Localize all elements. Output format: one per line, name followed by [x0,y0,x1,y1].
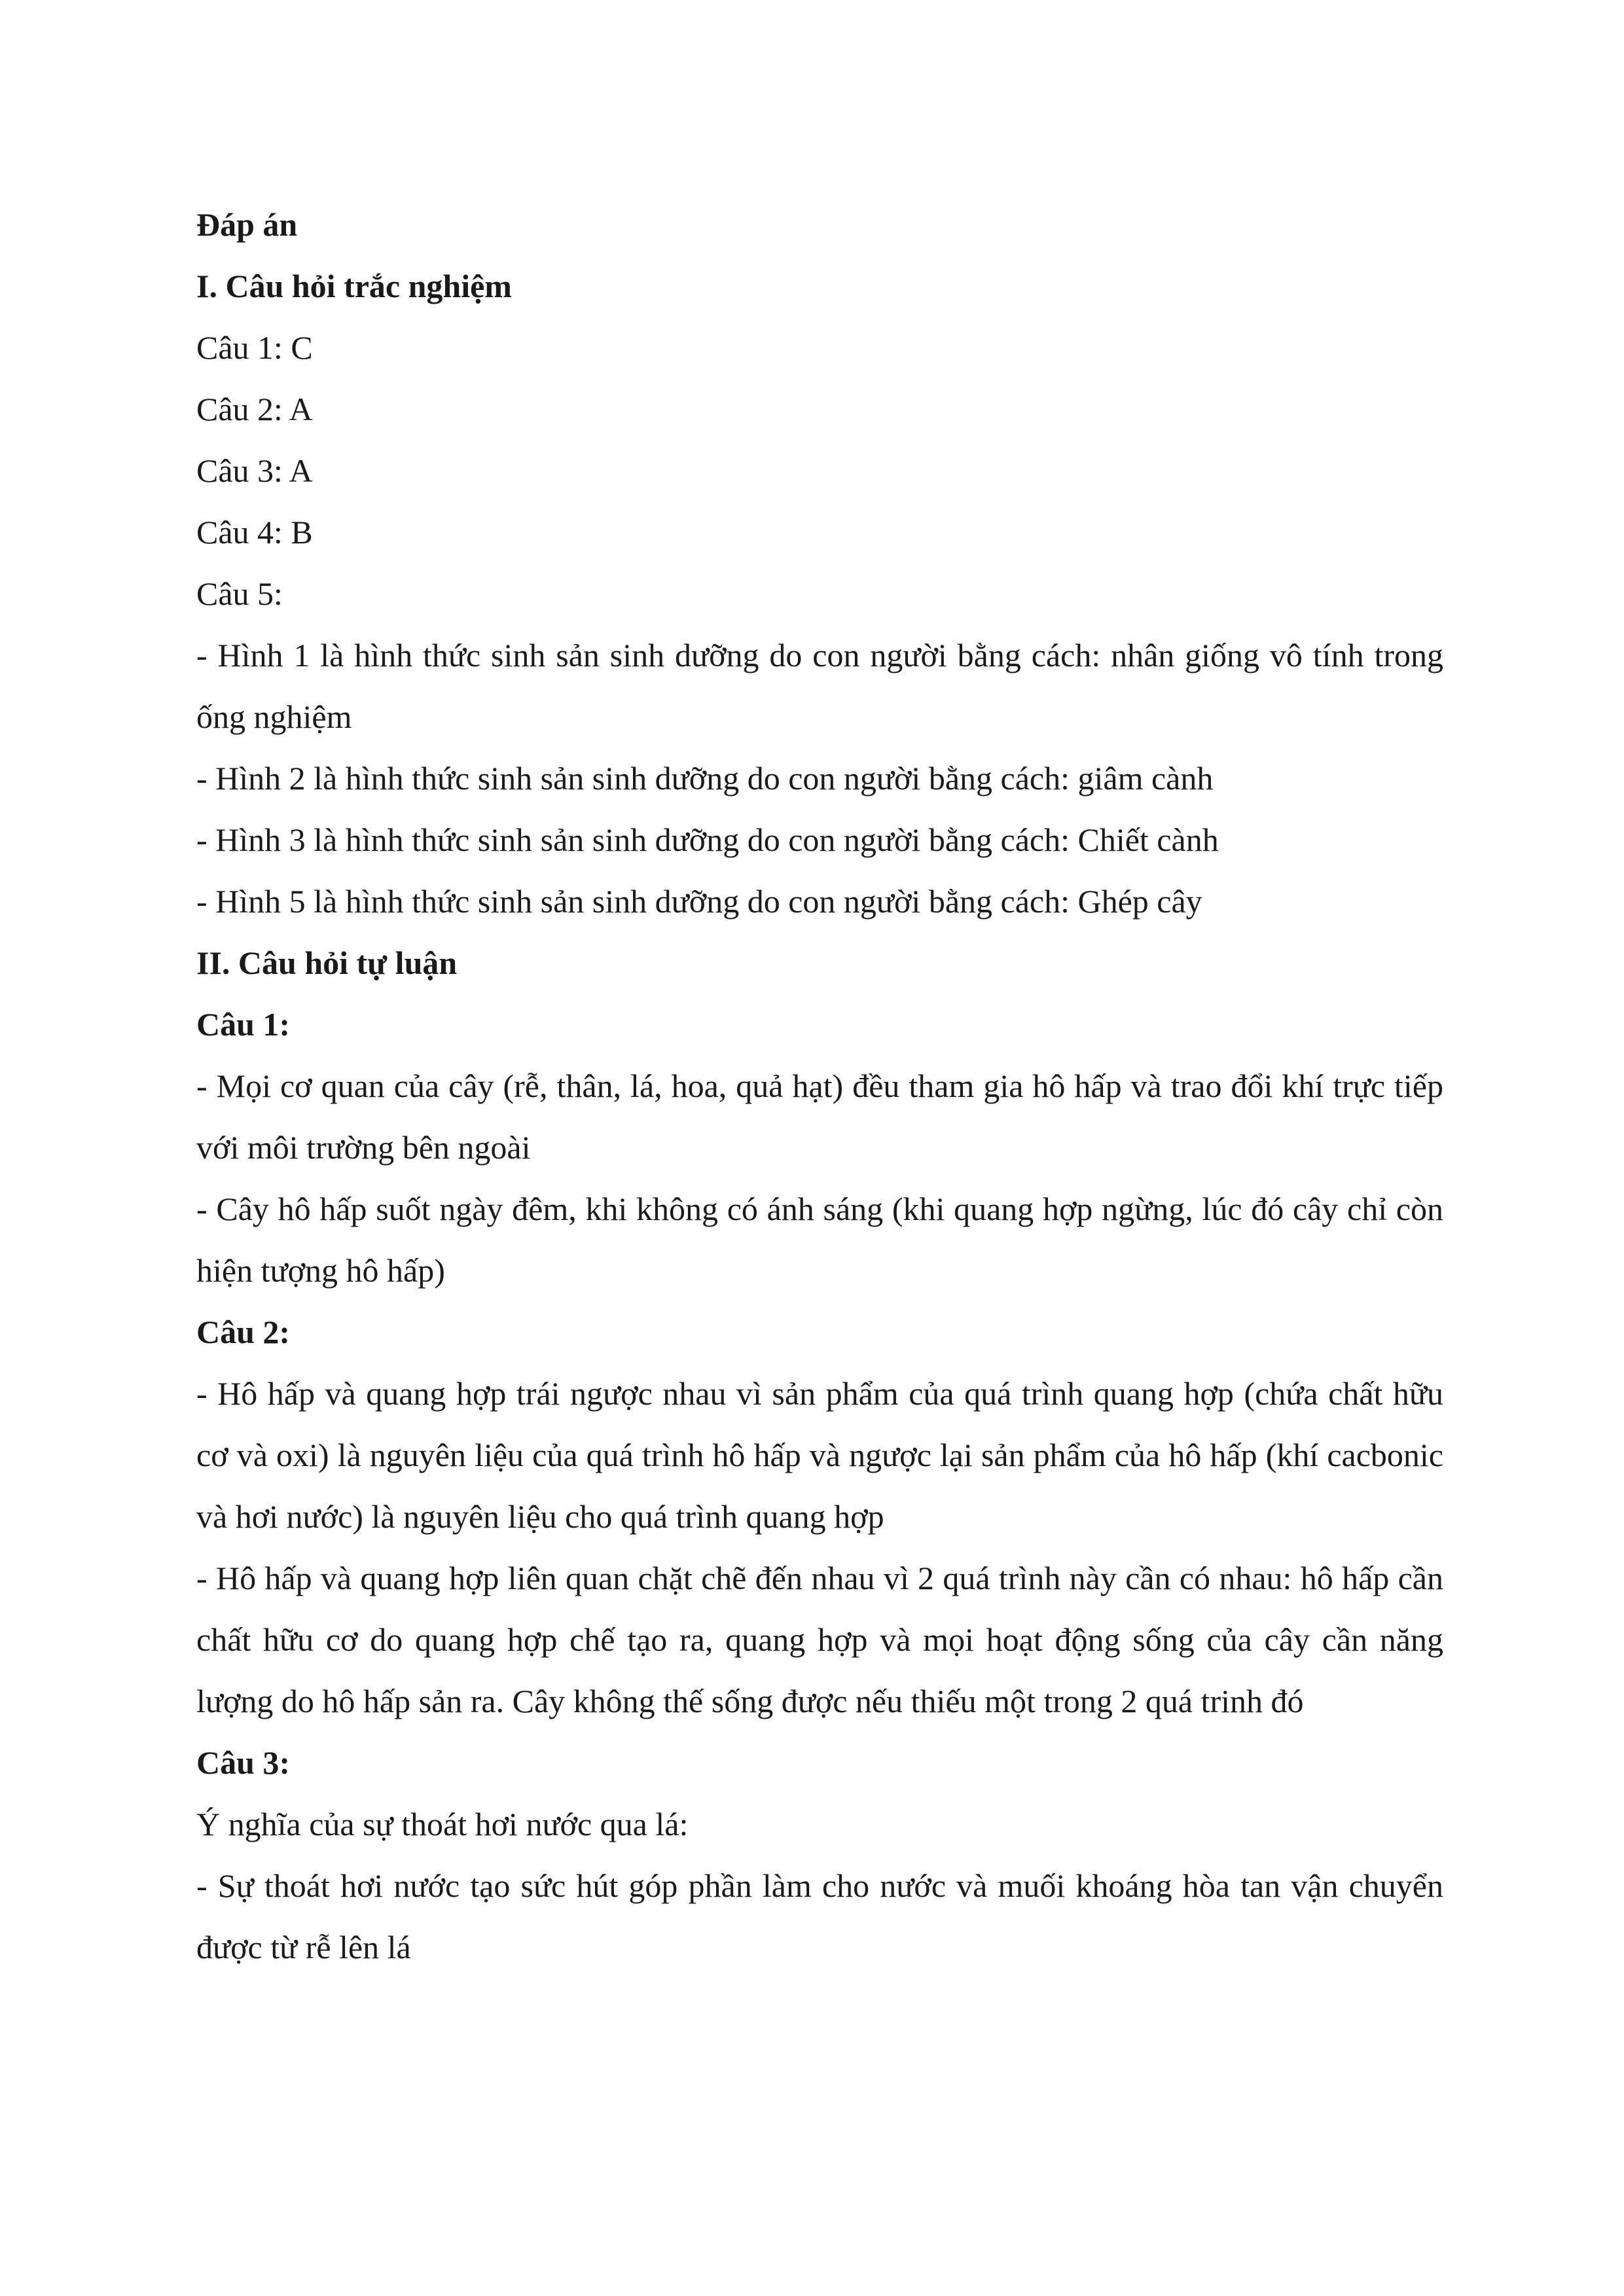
q1-item: - Cây hô hấp suốt ngày đêm, khi không có ánh sáng (khi quang hợp ngừng, lúc đó cây chỉ còn hiện tượng hô hấp) [196,1191,1443,1289]
document-title: Đáp án [196,206,298,243]
q2-item: - Hô hấp và quang hợp liên quan chặt chẽ đến nhau vì 2 quá trình này cần có nhau: hô hấp cần chất hữu cơ do quang hợp chế tạo ra, quang hợp và mọi hoạt động sống của cây cần năng lượng do hô hấp sản ra. Cây không thế sống được nếu thiếu một trong 2 quá trinh đó [196,1560,1443,1719]
q5-item: - Hình 1 là hình thức sinh sản sinh dưỡng do con người bằng cách: nhân giống vô tính trong ống nghiệm [196,637,1443,735]
q5-item: - Hình 3 là hình thức sinh sản sinh dưỡng do con người bằng cách: Chiết cành [196,821,1219,858]
answer-line: Câu 5: [196,575,283,612]
document-body [196,194,1443,1978]
q5-item: - Hình 5 là hình thức sinh sản sinh dưỡng do con người bằng cách: Ghép cây [196,883,1202,920]
q1-item: - Mọi cơ quan của cây (rễ, thân, lá, hoa, quả hạt) đều tham gia hô hấp và trao đổi khí trực tiếp với môi trường bên ngoài [196,1067,1443,1166]
question-label: Câu 1: [196,1006,291,1043]
question-label: Câu 2: [196,1314,291,1350]
q5-item: - Hình 2 là hình thức sinh sản sinh dưỡng do con người bằng cách: giâm cành [196,760,1214,797]
q3-item: - Sự thoát hơi nước tạo sức hút góp phần làm cho nước và muối khoáng hòa tan vận chuyển được từ rễ lên lá [196,1867,1443,1965]
q3-intro: Ý nghĩa của sự thoát hơi nước qua lá: [196,1806,689,1842]
answer-line: Câu 3: A [196,452,313,489]
section-heading-multiple-choice: I. Câu hỏi trắc nghiệm [196,268,512,304]
section-heading-essay: II. Câu hỏi tự luận [196,944,458,981]
answer-line: Câu 2: A [196,391,313,427]
answer-line: Câu 1: C [196,329,313,366]
answer-line: Câu 4: B [196,514,313,550]
q2-item: - Hô hấp và quang hợp trái ngược nhau vì sản phẩm của quá trình quang hợp (chứa chất hữu cơ và oxi) là nguyên liệu của quá trình hô hấp và ngược lại sản phẩm của hô hấp (khí cacbonic và hơi nước) là nguyên liệu cho quá trình quang hợp [196,1375,1443,1535]
question-label: Câu 3: [196,1744,291,1781]
